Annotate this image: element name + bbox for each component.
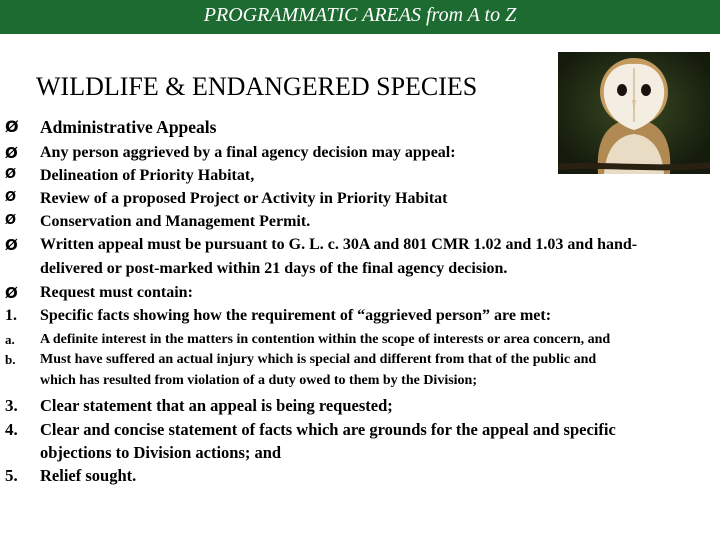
bullet-arrow-icon: Ø <box>5 190 17 205</box>
bullet-arrow-icon: Ø <box>5 144 18 162</box>
list-item-text: Any person aggrieved by a final agency decision may appeal: <box>40 144 456 161</box>
bullet-arrow-icon: Ø <box>5 117 19 136</box>
bullet-arrow-icon: Ø <box>5 167 17 182</box>
list-item-text: Review of a proposed Project or Activity in Priority Habitat <box>40 190 448 207</box>
section-heading: WILDLIFE & ENDANGERED SPECIES <box>36 72 478 101</box>
list-item-text: A definite interest in the matters in contention within the scope of interests or area concern, and <box>40 332 611 347</box>
bullet-arrow-icon: Ø <box>5 236 18 254</box>
list-item-text: Written appeal must be pursuant to G. L. c. 30A and 801 CMR 1.02 and 1.03 and hand- <box>40 236 638 253</box>
bullet-arrow-icon: Ø <box>5 284 18 302</box>
list-item-text: Delineation of Priority Habitat, <box>40 167 255 184</box>
list-item-text: objections to Division actions; and <box>40 443 282 462</box>
slide-title: PROGRAMMATIC AREAS from A to Z <box>203 4 517 26</box>
list-item-text: Clear statement that an appeal is being requested; <box>40 396 393 415</box>
list-item-text: Relief sought. <box>40 466 137 485</box>
list-item-text: Must have suffered an actual injury which is special and different from that of the public and <box>40 352 597 367</box>
list-item-text: Clear and concise statement of facts which are grounds for the appeal and specific <box>40 420 616 439</box>
list-item-text: which has resulted from violation of a duty owed to them by the Division; <box>40 373 478 388</box>
list-item-text: Request must contain: <box>40 284 193 301</box>
number-marker: 3. <box>5 396 18 415</box>
number-marker: 1. <box>5 307 17 324</box>
bullet-arrow-icon: Ø <box>5 213 17 228</box>
number-marker: 4. <box>5 420 18 439</box>
letter-marker: b. <box>5 352 16 367</box>
list-item-text: Administrative Appeals <box>40 117 217 137</box>
number-marker: 5. <box>5 466 18 485</box>
list-item-text: Specific facts showing how the requirement of “aggrieved person” are met: <box>40 307 552 324</box>
list-item-text: Conservation and Management Permit. <box>40 213 311 230</box>
letter-marker: a. <box>5 332 15 347</box>
title-banner <box>0 0 720 34</box>
barn-owl-photo <box>558 52 710 174</box>
list-item-text: delivered or post-marked within 21 days of the final agency decision. <box>40 260 508 277</box>
